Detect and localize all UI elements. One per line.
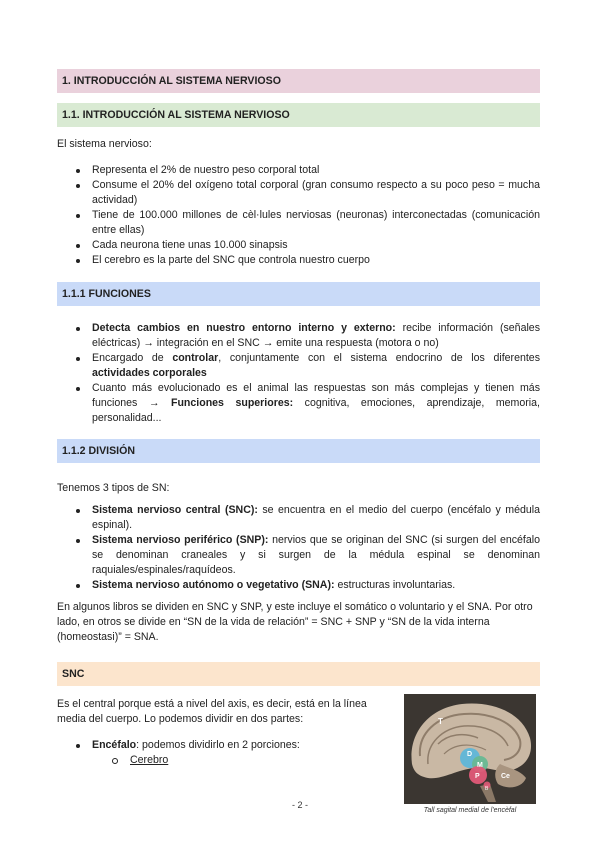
heading-funciones: 1.1.1 FUNCIONES	[57, 282, 540, 306]
sublist-item	[112, 753, 168, 768]
heading-division: 1.1.2 DIVISIÓN	[57, 439, 540, 463]
text: , conjuntamente con el sistema endocrino de los diferentes	[218, 352, 540, 365]
text: nervios que se originan del SNC (si surgen del encéfalo se denominan craneales y si surgen de la médula espinal se denominan raquiales/espinales/raquídeos.	[92, 534, 541, 577]
bold-text: Funciones superiores:	[170, 397, 294, 410]
heading-1-1: 1.1. INTRODUCCIÓN AL SISTEMA NERVIOSO	[57, 103, 540, 127]
brain-caption: Tall sagital medial de l'encèfal	[423, 807, 517, 814]
label-t: T	[438, 717, 443, 726]
list-item: El cerebro es la parte del SNC que controla nuestro cuerpo	[57, 253, 540, 268]
bold-text: Encéfalo	[92, 739, 137, 751]
text: Encargado de	[92, 352, 173, 365]
page-number: - 2 -	[291, 800, 308, 810]
list-item: Tiene de 100.000 millones de cèl·lules nerviosas (neuronas) interconectadas (comunicación entre ellas)	[57, 208, 540, 238]
list-item	[57, 503, 540, 533]
label-d: D	[467, 751, 473, 758]
division-list	[57, 503, 540, 593]
label-ce: Ce	[501, 773, 510, 780]
snc-list	[57, 738, 397, 753]
bold-text: Sistema nervioso central (SNC):	[92, 504, 258, 516]
snc-sublist	[112, 753, 168, 768]
list-item	[57, 578, 540, 593]
text: estructuras involuntarias.	[334, 579, 456, 592]
intro-list	[57, 163, 540, 268]
funciones-list	[57, 321, 540, 426]
bold-text: Sistema nervioso periférico (SNP):	[92, 534, 269, 547]
brain-image	[404, 694, 536, 804]
bold-text: Detecta cambios en nuestro entorno interno y externo:	[92, 322, 396, 334]
text: recibe información (señales eléctricas) → integración en el SNC → emite una respuesta (motora o no)	[92, 322, 540, 350]
heading-1: 1. INTRODUCCIÓN AL SISTEMA NERVIOSO	[57, 69, 540, 93]
division-paragraph: En algunos libros se dividen en SNC y SNP, y este incluye el somático o voluntario y el SNA. Por otro lado, en otros se divide en “SN de la vida de relación” = SNC + SNP y “SN de la vida interna (homeostasi)” = SNA.	[57, 601, 533, 644]
brain-illustration	[404, 694, 536, 804]
cerebro-link: Cerebro	[130, 754, 169, 766]
list-item	[57, 533, 540, 578]
text: Cuanto más evolucionado es el animal las respuestas son más complejas y tienen más funciones →	[92, 382, 540, 410]
list-item: Representa el 2% de nuestro peso corporal total	[57, 163, 540, 178]
list-item	[57, 738, 397, 753]
heading-snc: SNC	[57, 662, 540, 686]
bold-text: actividades corporales	[92, 367, 207, 380]
list-item	[57, 351, 540, 381]
text: : podemos dividirlo en 2 porciones:	[136, 739, 300, 751]
list-item	[57, 381, 540, 426]
label-m: M	[477, 762, 483, 769]
bold-text: controlar	[172, 352, 219, 365]
list-item	[57, 321, 540, 351]
list-item: Cada neurona tiene unas 10.000 sinapsis	[57, 238, 540, 253]
list-item: Consume el 20% del oxígeno total corporal (gran consumo respecto a su poco peso = mucha actividad)	[57, 178, 540, 208]
bold-text: Sistema nervioso autónomo o vegetativo (SNA):	[92, 579, 335, 592]
label-p: P	[475, 773, 480, 780]
snc-paragraph: Es el central porque está a nivel del axis, es decir, está en la línea media del cuerpo. Lo podemos dividir en dos partes:	[57, 698, 367, 726]
text: cognitiva, emociones, aprendizaje, memoria, personalidad...	[92, 397, 540, 425]
label-b: B	[485, 786, 489, 792]
text: se encuentra en el medio del cuerpo (encéfalo y médula espinal).	[92, 504, 540, 532]
intro-text: El sistema nervioso:	[57, 138, 152, 150]
division-intro: Tenemos 3 tipos de SN:	[57, 482, 170, 494]
